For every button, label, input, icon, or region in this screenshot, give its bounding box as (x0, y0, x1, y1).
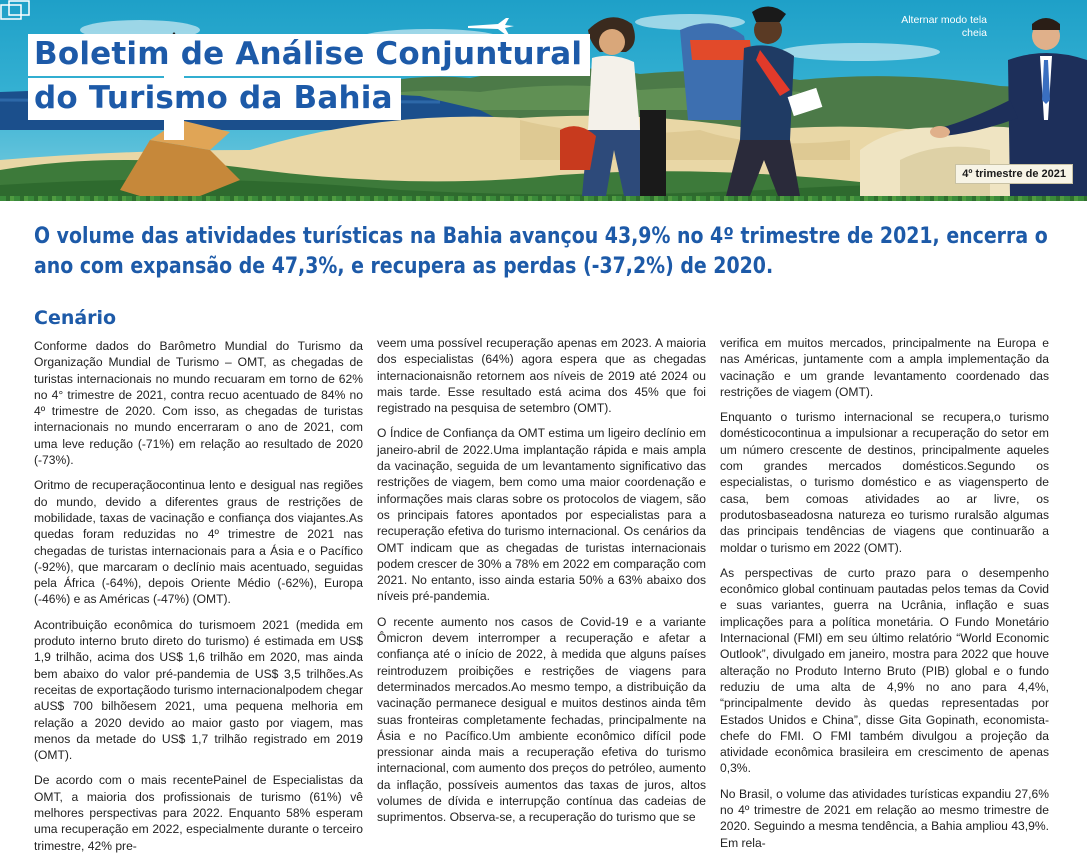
title-line-2: do Turismo da Bahia (28, 78, 401, 120)
paragraph: verifica em muitos mercados, principalmente na Europa e nas Américas, juntamente com a ampla implementação da vacinação e um grande levantamento coordenado das restrições de viagem (OMT). (720, 336, 1049, 399)
fullscreen-toggle-label[interactable]: Alternar modo tela cheia (901, 14, 987, 39)
header-banner (0, 0, 1087, 200)
text-column-1 (34, 338, 363, 863)
paragraph: De acordo com o mais recentePainel de Especialistas da OMT, a maioria dos profissionais de turismo (61%) vê melhores perspectivas para 2022. Enquanto 58% esperam uma recuperação em 2022, especialmente durante o terceiro trimestre, 42% pre- (34, 773, 363, 853)
paragraph: Enquanto o turismo internacional se recupera,o turismo domésticocontinua a impulsionar a recuperação do setor em um número crescente de destinos, principalmente aqueles com grandes mercados domésticos.Segundo os especialistas, o turismo doméstico e as viagensperto de casa, bem comoas atividades ao ar livre, os produtosbaseadosna natureza eo turismo ruralsão algumas das principais tendências de viagens que continuarão a moldar o turismo em 2022 (OMT). (720, 410, 1049, 555)
text-column-2 (377, 335, 706, 835)
fullscreen-icon[interactable] (0, 0, 30, 22)
paragraph: Acontribuição econômica do turismoem 2021 (medida em produto interno bruto direto do turismo) é estimada em US$ 1,9 trilhão, acima dos US$ 1,6 trilhão em 2020, mas ainda bem abaixo do valor pré-pandemia de US$ 3,5 trilhões.As receitas de exportaçãodo turismo internacionalpodem chegar aUS$ 700 bilhõesem 2021, uma pequena melhoria em relação a 2020 devido ao maior gasto por viagem, mas menos da metade do US$ 1,7 trilhão registrado em 2019 (OMT). (34, 617, 363, 763)
quarter-badge: 4º trimestre de 2021 (955, 164, 1073, 184)
section-title: Cenário (34, 307, 117, 329)
banner-divider (0, 196, 1087, 201)
title-line-1: Boletim de Análise Conjuntural (28, 34, 590, 76)
paragraph: As perspectivas de curto prazo para o desempenho econômico global continuam pautadas pelos temas da Covid e suas variantes, guerra na Ucrânia, inflação e suas implicações para a política monetária. O Fundo Monetário Internacional (FMI) em seu último relatório “World Economic Outlook”, divulgado em janeiro, mostra para 2022 que houve alteração no Produto Interno Bruto (PIB) global e o fundo reduziu de uma alta de 4,9% no ano para 4,4%, “principalmente devido às quedas representadas por Estados Unidos e China”, disse Gita Gopinath, economista-chefe do FMI. O FMI também divulgou a projeção da atividade econômica brasileira em crescimento de apenas 0,3%. (720, 565, 1049, 776)
paragraph: O recente aumento nos casos de Covid-19 e a variante Ômicron devem interromper a recuperação e afetar a confiança até o início de 2022, à medida que alguns países reintroduzem proibições e restrições de viagens para determinados mercados.Ao mesmo tempo, a distribuição da vacinação permanece desigual e muitos destinos ainda têm suas fronteiras completamente fechadas, principalmente na Ásia e no Pacífico.Um ambiente econômico difícil pode pressionar ainda mais a recuperação efetiva do turismo internacional, com aumento dos preços do petróleo, aumento da inflação, possíveis aumentos das taxas de juros, altos volumes de dívida e interrupção contínua das cadeias de suprimentos. Observa-se, a recuperação do turismo que se (377, 614, 706, 825)
text-column-3 (720, 335, 1049, 860)
paragraph: veem uma possível recuperação apenas em 2023. A maioria dos especialistas (64%) agora espera que as chegadas internacionaisnão retornem aos níveis de 2019 até 2024 ou mais tarde. Esse resultado está acima dos 45% que foi registrado na pesquisa de setembro (OMT). (377, 336, 706, 416)
paragraph: Oritmo de recuperaçãocontinua lento e desigual nas regiões do mundo, devido a diferentes graus de restrições de mobilidade, taxas de vacinação e confiança dos viajantes.As quedas foram reduzidas no 4º trimestre de 2021 nas chegadas de turistas internacionais para a Ásia e o Pacífico (-92%), que marcaram o declínio mais acentuado, seguidas pela África (-64%), depois Oriente Médio (-62%), Europa (-46%) e as Américas (-47%) (OMT). (34, 478, 363, 607)
document-title (28, 34, 590, 120)
paragraph: O Índice de Confiança da OMT estima um ligeiro declínio em janeiro-abril de 2022.Uma implantação rápida e mais ampla da vacinação, seguida de um levantamento significativo das restrições de viagem, bem como uma maior coordenação e informações mais claras sobre os protocolos de viagem, são os principais fatores apontados por especialistas para a recuperação efetiva do turismo internacional. Os cenários da OMT indicam que as chegadas de turistas internacionais podem crescer de 30% a 78% em 2022 em comparação com 2021. No entanto, isso ainda estaria 50% a 63% abaixo dos níveis pré-pandemia. (377, 426, 706, 604)
headline: O volume das atividades turísticas na Bahia avançou 43,9% no 4º trimestre de 2021, encerra o ano com expansão de 47,3%, e recupera as perdas (-37,2%) de 2020. (34, 224, 1048, 279)
paragraph: Conforme dados do Barômetro Mundial do Turismo da Organização Mundial de Turismo – OMT, as chegadas de turistas internacionais no mundo recuaram em torno de 62% no 4° trimestre de 2021, contra recuo acentuado de 84% no 4º trimestre de 2020. Com isso, as chegadas de turistas internacionais no mundo encerraram o ano de 2021, com uma leve redução (-71%) em relação ao resultado de 2020 (-73%). (34, 339, 363, 468)
paragraph: No Brasil, o volume das atividades turísticas expandiu 27,6% no 4º trimestre de 2021 em relação ao mesmo trimestre de 2020. Seguindo a mesma tendência, a Bahia ampliou 43,9%. Em rela- (720, 786, 1049, 850)
